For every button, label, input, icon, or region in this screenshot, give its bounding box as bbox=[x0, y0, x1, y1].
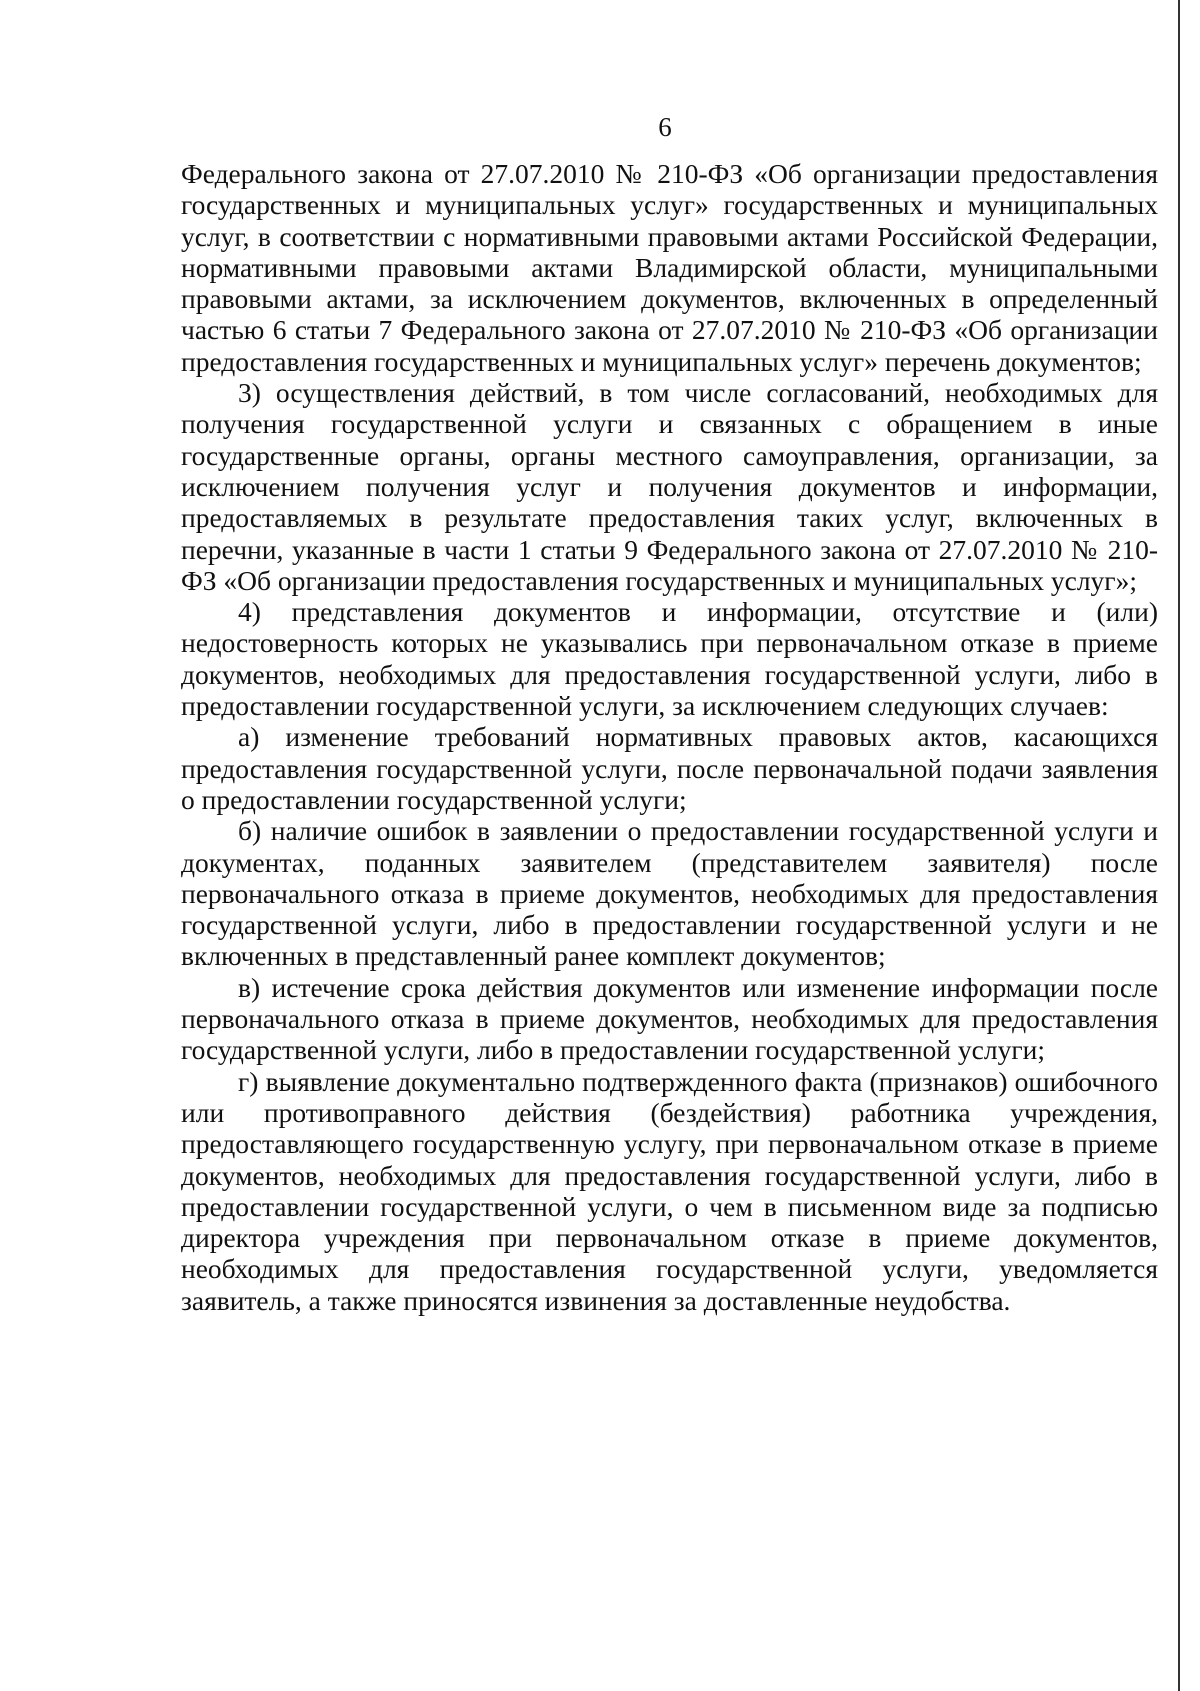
list-item-4: 4) представления документов и информации, отсутствие и (или) недостоверность которых не указывались при первоначальном отказе в приеме документов, необходимых для предоставления государственной услуги, либо в предоставлении государственной услуги, за исключением следующих случаев: bbox=[181, 596, 1158, 722]
sub-item-v: в) истечение срока действия документов или изменение информации после первоначального отказа в приеме документов, необходимых для предоставления государственной услуги, либо в предоставлении государственной услуги; bbox=[181, 971, 1158, 1066]
sub-item-b: б) наличие ошибок в заявлении о предоставлении государственной услуги и документах, поданных заявителем (представителем заявителя) после первоначального отказа в приеме документов, необходимых для предоставления государственной услуги, либо в предоставлении государственной услуги и не включенных в представленный ранее комплект документов; bbox=[181, 815, 1158, 972]
sub-item-g: г) выявление документально подтвержденного факта (признаков) ошибочного или противоправного действия (бездействия) работника учреждения, предоставляющего государственную услугу, при первоначальном отказе в приеме документов, необходимых для предоставления государственной услуги, либо в предоставлении государственной услуги, о чем в письменном виде за подписью директора учреждения при первоначальном отказе в приеме документов, необходимых для предоставления государственной услуги, уведомляется заявитель, а также приносятся извинения за доставленные неудобства. bbox=[181, 1065, 1158, 1316]
document-body bbox=[181, 158, 1158, 1316]
sub-item-a: а) изменение требований нормативных правовых актов, касающихся предоставления государственной услуги, после первоначальной подачи заявления о предоставлении государственной услуги; bbox=[181, 721, 1158, 815]
page-number: 6 bbox=[658, 112, 672, 142]
scan-edge-line bbox=[1178, 0, 1180, 1691]
list-item-3: 3) осуществления действий, в том числе согласований, необходимых для получения государственной услуги и связанных с обращением в иные государственные органы, органы местного самоуправления, организации, за исключением получения услуг и получения документов и информации, предоставляемых в результате предоставления таких услуг, включенных в перечни, указанные в части 1 статьи 9 Федерального закона от 27.07.2010 № 210-ФЗ «Об организации предоставления государственных и муниципальных услуг»; bbox=[181, 377, 1158, 596]
paragraph-continuation: Федерального закона от 27.07.2010 № 210-ФЗ «Об организации предоставления государственных и муниципальных услуг» государственных и муниципальных услуг, в соответствии с нормативными правовыми актами Российской Федерации, нормативными правовыми актами Владимирской области, муниципальными правовыми актами, за исключением документов, включенных в определенный частью 6 статьи 7 Федерального закона от 27.07.2010 № 210-ФЗ «Об организации предоставления государственных и муниципальных услуг» перечень документов; bbox=[181, 158, 1158, 377]
